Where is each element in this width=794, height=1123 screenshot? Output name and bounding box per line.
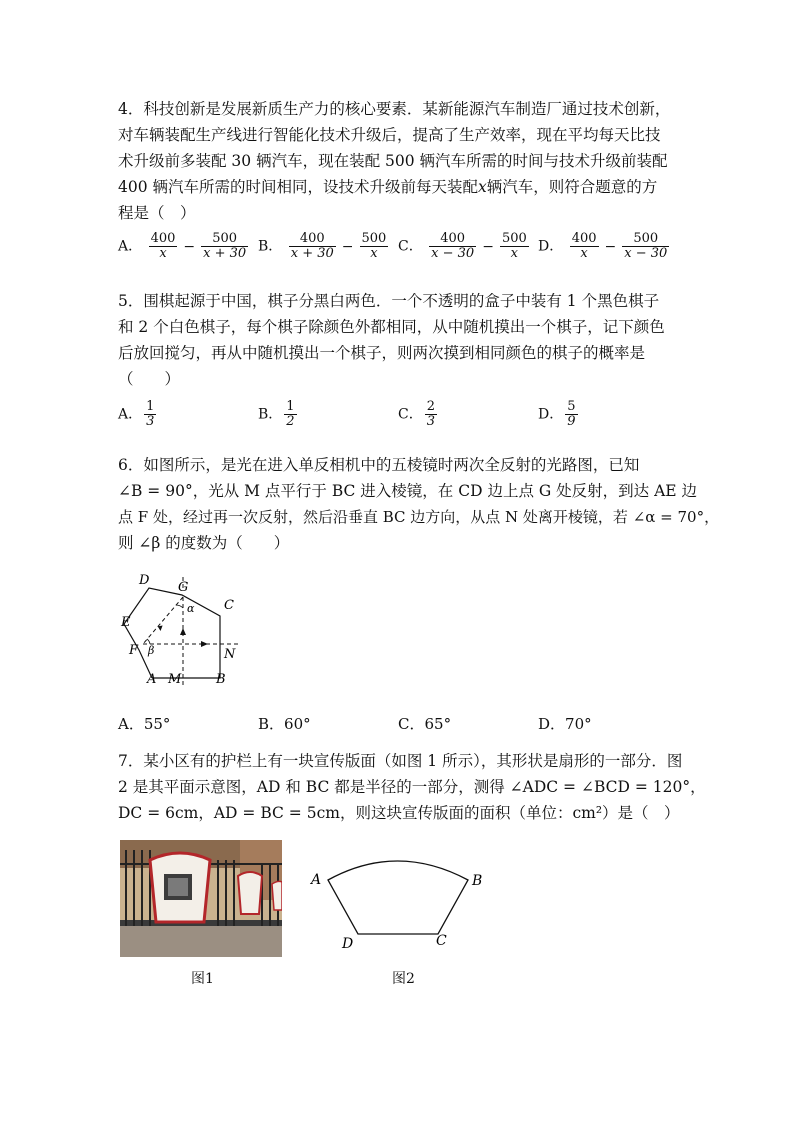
question-6-stem (118, 452, 720, 556)
q6-option-b[interactable]: B．60° (258, 715, 311, 733)
q4-line-1: 4．科技创新是发展新质生产力的核心要素．某新能源汽车制造厂通过技术创新， (118, 100, 671, 118)
q7-line-1: 7．某小区有的护栏上有一块宣传版面（如图 1 所示），其形状是扇形的一部分．图 (118, 752, 683, 770)
q7-line-2: 2 是其平面示意图，AD 和 BC 都是半径的一部分，测得 ∠ADC = ∠BCD = 120°， (118, 778, 706, 796)
q6-line-4: 则 ∠β 的度数为（ ） (118, 534, 290, 552)
q4-line-4: 400 辆汽车所需的时间相同，设技术升级前每天装配x辆汽车，则符合题意的方 (118, 178, 658, 196)
q4-option-b[interactable]: B． $\frac{400}{x + 30}$ − $\frac{500}{x}$ (258, 231, 387, 261)
q5-line-3: 后放回搅匀，再从中随机摸出一个棋子，则两次摸到相同颜色的棋子的概率是 (118, 344, 646, 362)
q4-option-d[interactable]: D． $\frac{400}{x}$ − $\frac{500}{x - 30}$ (538, 231, 668, 261)
label-beta: β (148, 644, 155, 657)
label-a: A (311, 872, 322, 888)
q7-line-3: DC = 6cm，AD = BC = 5cm，则这块宣传版面的面积（单位：cm²）是（ ） (118, 804, 680, 822)
q6-option-a[interactable]: A．55° (118, 715, 171, 733)
figure-1-caption: 图1 (191, 971, 214, 987)
label-n: N (224, 647, 236, 662)
q5-option-c[interactable]: C． $\frac{2}{3}$ (398, 399, 435, 429)
q5-line-2: 和 2 个白色棋子，每个棋子除颜色外都相同，从中随机摸出一个棋子，记下颜色 (118, 318, 665, 336)
fence-photo (120, 840, 282, 957)
figure-2-caption: 图2 (392, 971, 415, 987)
sector-diagram (300, 850, 500, 955)
q4-line-5: 程是（ ） (118, 204, 196, 222)
q6-line-2: ∠B = 90°，光从 M 点平行于 BC 进入棱镜，在 CD 边上点 G 处反射，到达 AE 边 (118, 482, 698, 500)
q5-line-4: （ ） (118, 370, 181, 388)
label-b: B (472, 873, 483, 889)
question-4-stem (118, 96, 694, 226)
q6-line-3: 点 F 处，经过再一次反射，然后沿垂直 BC 边方向，从点 N 处离开棱镜，若 ∠α = 70°， (118, 508, 720, 526)
label-g: G (178, 580, 189, 595)
label-a: A (147, 672, 157, 687)
label-alpha: α (187, 602, 195, 615)
q5-line-1: 5．围棋起源于中国，棋子分黑白两色．一个不透明的盒子中装有 1 个黑色棋子 (118, 292, 660, 310)
q4-line-3: 术升级前多装配 30 辆汽车，现在装配 500 辆汽车所需的时间与技术升级前装配 (118, 152, 668, 170)
label-b: B (216, 672, 226, 687)
question-5-stem (118, 288, 694, 392)
q5-option-b[interactable]: B． $\frac{1}{2}$ (258, 399, 295, 429)
question-7-stem (118, 748, 706, 826)
pentaprism-diagram (110, 568, 250, 690)
label-c: C (224, 598, 234, 613)
q6-option-c[interactable]: C．65° (398, 715, 452, 733)
label-e: E (121, 615, 131, 630)
q5-option-d[interactable]: D． $\frac{5}{9}$ (538, 399, 576, 429)
label-m: M (168, 672, 182, 687)
q6-line-1: 6．如图所示，是光在进入单反相机中的五棱镜时两次全反射的光路图，已知 (118, 456, 640, 474)
q4-line-2: 对车辆装配生产线进行智能化技术升级后，提高了生产效率，现在平均每天比技 (118, 126, 661, 144)
q4-option-a[interactable]: A． $\frac{400}{x}$ − $\frac{500}{x + 30}$ (118, 231, 247, 261)
q6-option-d[interactable]: D．70° (538, 715, 592, 733)
label-d: D (139, 573, 150, 588)
q5-option-a[interactable]: A． $\frac{1}{3}$ (118, 399, 155, 429)
label-c: C (436, 933, 447, 949)
q4-option-c[interactable]: C． $\frac{400}{x - 30}$ − $\frac{500}{x}$ (398, 231, 527, 261)
label-d: D (342, 936, 354, 952)
label-f: F (129, 643, 139, 658)
